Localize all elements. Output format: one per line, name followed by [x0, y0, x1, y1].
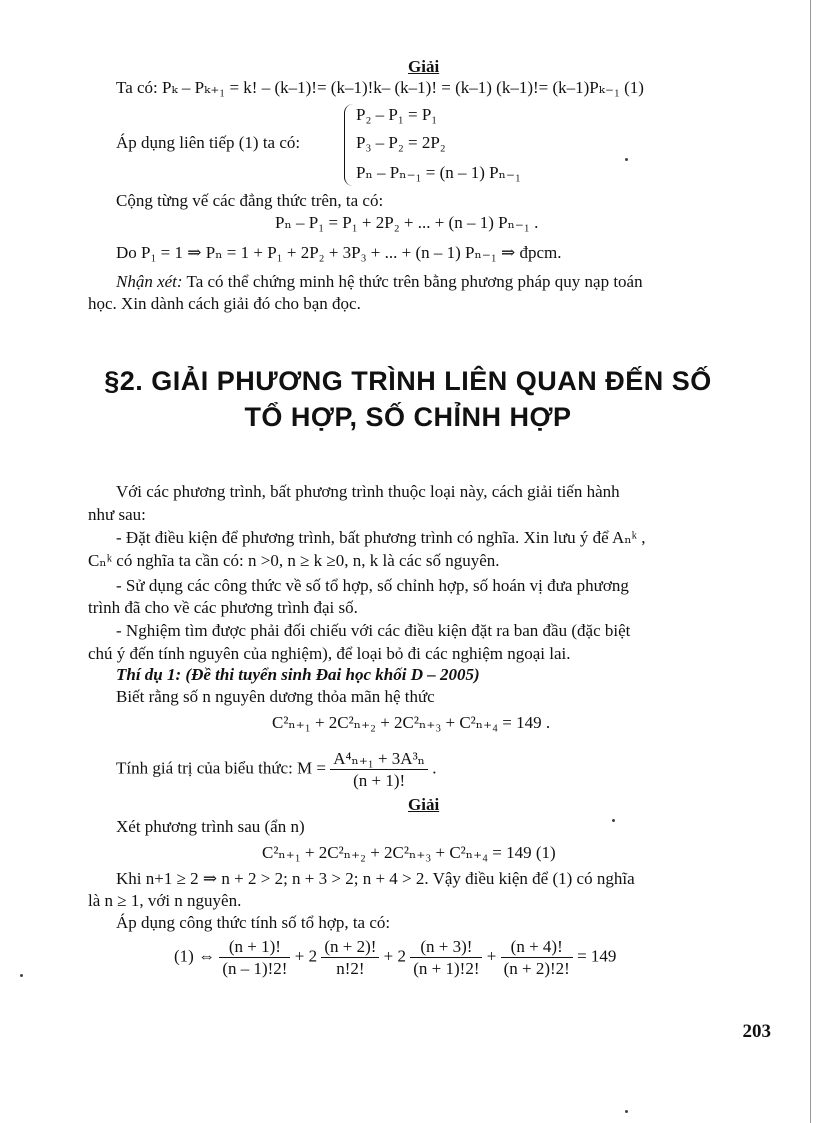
section-title: §2. GIẢI PHƯƠNG TRÌNH LIÊN QUAN ĐẾN SỐ: [104, 366, 712, 396]
page-number: 203: [742, 1021, 771, 1042]
expression-line: [116, 748, 437, 792]
text-line: Biết rằng số n nguyên dương thỏa mãn hệ thức: [116, 687, 435, 706]
equation-line: Ta có: Pₖ – Pₖ₊₁ = k! – (k–1)!= (k–1)!k– (k–1)! = (k–1) (k–1)!= (k–1)Pₖ₋₁ (1): [116, 78, 644, 97]
fraction-denominator: (n + 1)!: [353, 771, 406, 791]
text-line: là n ≥ 1, với n nguyên.: [88, 891, 242, 910]
fraction: [330, 748, 428, 792]
paragraph-line: - Đặt điều kiện để phương trình, bất phương trình có nghĩa. Xin lưu ý để Aₙᵏ ,: [116, 528, 646, 547]
scan-speck: [20, 974, 23, 977]
fraction-denominator: (n – 1)!2!: [222, 959, 288, 979]
system-equation: P₃ – P₂ = 2P₂: [356, 133, 446, 152]
fraction-denominator: (n + 2)!2!: [503, 959, 570, 979]
text-line: Cộng từng vế các đẳng thức trên, ta có:: [116, 191, 384, 210]
equation-line: Pₙ – P₁ = P₁ + 2P₂ + ... + (n – 1) Pₙ₋₁ .: [275, 213, 539, 232]
solution-heading: Giải: [408, 57, 440, 76]
fraction-numerator: (n + 3)!: [410, 936, 482, 958]
equation-line: Do P₁ = 1 ⇒ Pₙ = 1 + P₁ + 2P₂ + 3P₃ + ... + (n – 1) Pₙ₋₁ ⇒ đpcm.: [116, 243, 562, 262]
solution-heading: Giải: [408, 795, 440, 814]
fraction-denominator: n!2!: [336, 959, 365, 979]
paragraph-line: Với các phương trình, bất phương trình thuộc loại này, cách giải tiến hành: [116, 482, 620, 501]
equation-prefix: (1) ⇔: [174, 946, 216, 966]
fraction-numerator: A⁴ₙ₊₁ + 3A³ₙ: [330, 748, 428, 770]
operator: +: [486, 946, 497, 966]
paragraph-line: trình đã cho về các phương trình đại số.: [88, 598, 358, 617]
text-line: Áp dụng liên tiếp (1) ta có:: [116, 133, 301, 152]
equation-suffix: = 149: [577, 946, 617, 966]
paragraph-line: - Sử dụng các công thức về số tổ hợp, số chỉnh hợp, số hoán vị đưa phương: [116, 576, 629, 595]
system-brace: [344, 104, 353, 186]
fraction-numerator: (n + 2)!: [321, 936, 379, 958]
expression-suffix: .: [432, 758, 437, 778]
paragraph-line: Cₙᵏ có nghĩa ta cần có: n >0, n ≥ k ≥0, n, k là các số nguyên.: [88, 551, 500, 570]
paragraph-line: - Nghiệm tìm được phải đối chiếu với các điều kiện đặt ra ban đầu (đặc biệt: [116, 621, 631, 640]
fraction: [501, 936, 573, 980]
fraction-numerator: (n + 4)!: [501, 936, 573, 958]
page-edge: [810, 0, 811, 1123]
fraction: [410, 936, 482, 980]
fraction-denominator: (n + 1)!2!: [413, 959, 480, 979]
remark-line: [116, 271, 643, 292]
text-line: Khi n+1 ≥ 2 ⇒ n + 2 > 2; n + 3 > 2; n + 4 > 2. Vậy điều kiện để (1) có nghĩa: [116, 869, 635, 888]
system-equation: Pₙ – Pₙ₋₁ = (n – 1) Pₙ₋₁: [356, 163, 521, 182]
text-line: học. Xin dành cách giải đó cho bạn đọc.: [88, 294, 361, 313]
remark-label: Nhận xét:: [116, 272, 183, 291]
scan-speck: [625, 158, 628, 161]
example-title: Thí dụ 1: (Đề thi tuyển sinh Đai học khối D – 2005): [116, 665, 480, 684]
scan-speck: [625, 1110, 628, 1113]
paragraph-line: chú ý đến tính nguyên của nghiệm), để loại bỏ đi các nghiệm ngoại lai.: [88, 644, 571, 663]
fraction: [321, 936, 379, 980]
text-line: Áp dụng công thức tính số tổ hợp, ta có:: [116, 913, 391, 932]
section-title: TỔ HỢP, SỐ CHỈNH HỢP: [244, 402, 572, 432]
fraction-numerator: (n + 1)!: [219, 936, 290, 958]
system-equation: P₂ – P₁ = P₁: [356, 105, 438, 124]
equation-line: C²ₙ₊₁ + 2C²ₙ₊₂ + 2C²ₙ₊₃ + C²ₙ₊₄ = 149 .: [272, 713, 551, 732]
expression-prefix: Tính giá trị của biểu thức: M =: [116, 758, 327, 778]
paragraph-line: như sau:: [88, 505, 146, 524]
equation-line: [174, 936, 616, 980]
fraction: [219, 936, 290, 980]
text-line: Xét phương trình sau (ẩn n): [116, 817, 305, 836]
equation-line: C²ₙ₊₁ + 2C²ₙ₊₂ + 2C²ₙ₊₃ + C²ₙ₊₄ = 149 (1): [262, 843, 556, 862]
remark-text: Ta có thể chứng minh hệ thức trên bằng phương pháp quy nạp toán: [182, 272, 643, 291]
scan-speck: [612, 819, 615, 822]
operator: + 2: [383, 946, 406, 966]
operator: + 2: [294, 946, 318, 966]
